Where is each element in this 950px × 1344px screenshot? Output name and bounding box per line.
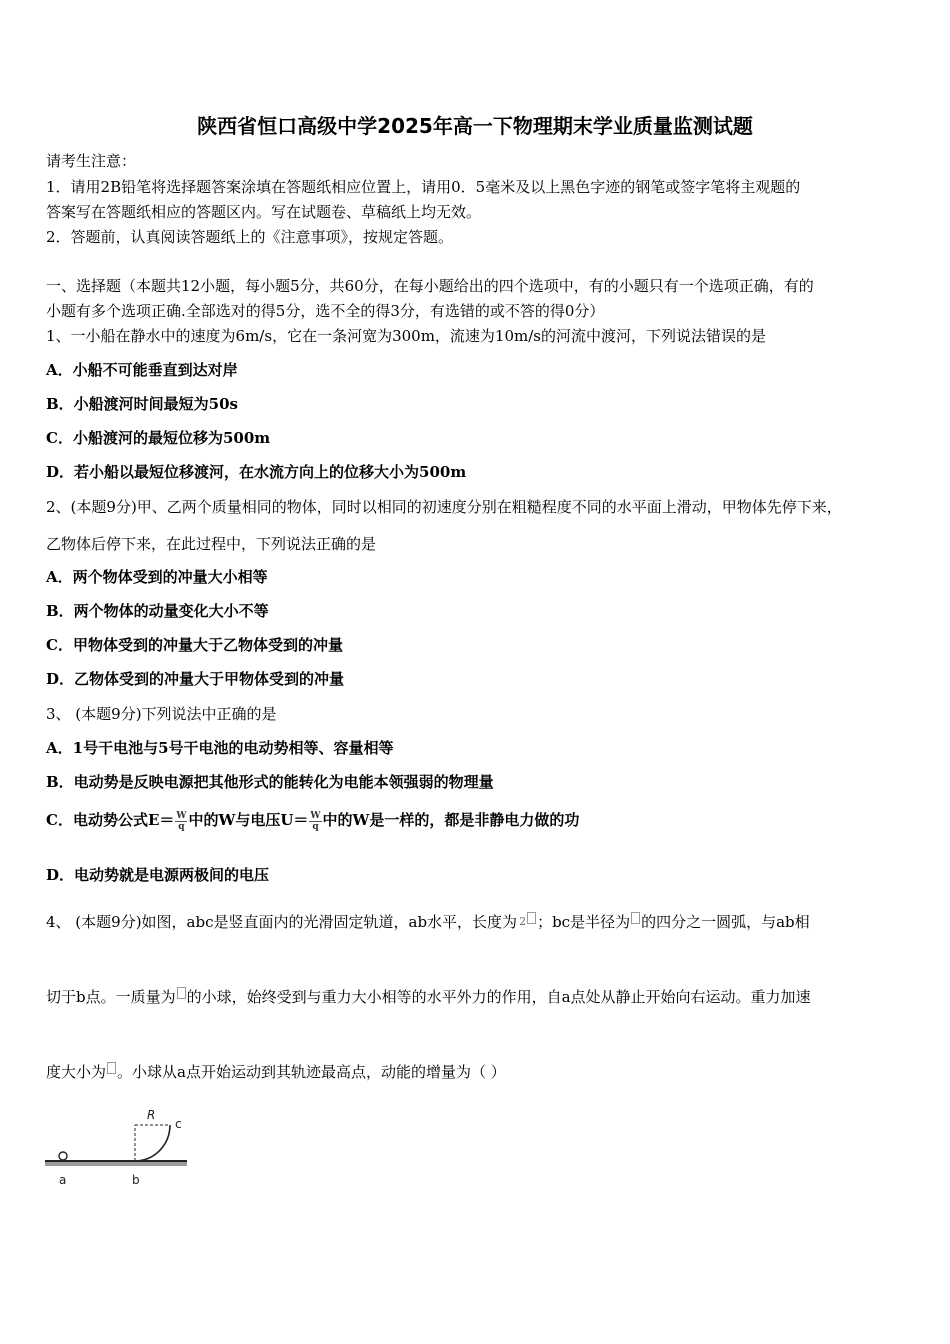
question-3-option-a: A．1号干电池与5号干电池的电动势相等、容量相等: [46, 739, 394, 757]
notice-item-1-line-2: 答案写在答题纸相应的答题区内。写在试题卷、草稿纸上均无效。: [46, 203, 482, 221]
question-1-stem: 1、一小船在静水中的速度为6m/s，它在一条河宽为300m，流速为10m/s的河流中渡河，下列说法错误的是: [46, 327, 766, 345]
section-1-intro-line-1: 一、选择题（本题共12小题，每小题5分，共60分，在每小题给出的四个选项中，有的小题只有一个选项正确，有的: [46, 277, 814, 295]
notice-item-2: 2．答题前，认真阅读答题纸上的《注意事项》，按规定答题。: [46, 228, 454, 246]
voltage-fraction-numerator: W: [310, 810, 321, 821]
question-4-line-3-part-2: 。小球从a点开始运动到其轨迹最高点，动能的增量为（ ）: [117, 1063, 506, 1081]
question-3-option-c-part-3: 中的W是一样的，都是非静电力做的功: [322, 811, 580, 829]
quarter-arc-bc: [135, 1125, 170, 1161]
question-4-line-2-part-1: 切于b点。一质量为: [46, 988, 176, 1006]
missing-symbol-icon: [527, 912, 536, 924]
question-3-option-d: D．电动势就是电源两极间的电压: [46, 866, 270, 884]
question-3-option-c-part-1: C．电动势公式E＝: [46, 811, 175, 829]
question-4-line-1-part-2: ；bc是半径为: [537, 913, 631, 931]
label-b: b: [132, 1173, 140, 1187]
question-4-line-1: [46, 912, 810, 932]
question-1-option-c: C．小船渡河的最短位移为500m: [46, 429, 271, 447]
voltage-fraction-denominator: q: [312, 821, 319, 832]
question-2-stem-line-1: 2、(本题9分)甲、乙两个质量相同的物体，同时以相同的初速度分别在粗糙程度不同的水平面上滑动，甲物体先停下来，: [46, 498, 842, 516]
label-a: a: [59, 1173, 67, 1187]
question-1-option-d: D．若小船以最短位移渡河，在水流方向上的位移大小为500m: [46, 463, 467, 481]
missing-symbol-icon: [177, 987, 186, 999]
emf-fraction-numerator: W: [176, 810, 187, 821]
notice-heading: 请考生注意：: [46, 152, 137, 170]
track-diagram: [40, 1100, 200, 1195]
question-2-option-a: A．两个物体受到的冲量大小相等: [46, 568, 268, 586]
question-2-stem-line-2: 乙物体后停下来，在此过程中，下列说法正确的是: [46, 535, 377, 553]
question-2-option-b: B．两个物体的动量变化大小不等: [46, 602, 269, 620]
question-4-line-1-part-3: 的四分之一圆弧，与ab相: [641, 913, 810, 931]
page-title: 陕西省恒口高级中学2025年高一下物理期末学业质量监测试题: [197, 114, 753, 138]
question-4-line-1-part-1: 4、 (本题9分)如图，abc是竖直面内的光滑固定轨道，ab水平，长度为: [46, 913, 518, 931]
question-4-line-3: [46, 1062, 506, 1082]
question-3-option-c: [46, 810, 579, 832]
question-4-line-2-part-2: 的小球，始终受到与重力大小相等的水平外力的作用，自a点处从静止开始向右运动。重力加速: [186, 988, 811, 1006]
question-2-option-c: C．甲物体受到的冲量大于乙物体受到的冲量: [46, 636, 343, 654]
length-placeholder: [519, 912, 537, 932]
notice-item-1-line-1: 1．请用2B铅笔将选择题答案涂填在答题纸相应位置上，请用0．5毫米及以上黑色字迹的钢笔或签字笔将主观题的: [46, 178, 801, 196]
question-4-line-2: [46, 987, 811, 1007]
question-2-option-d: D．乙物体受到的冲量大于甲物体受到的冲量: [46, 670, 345, 688]
question-3-stem: 3、 (本题9分)下列说法中正确的是: [46, 705, 277, 723]
question-3-option-c-part-2: 中的W与电压U＝: [188, 811, 309, 829]
question-4-line-3-part-1: 度大小为: [46, 1063, 107, 1081]
question-3-option-b: B．电动势是反映电源把其他形式的能转化为电能本领强弱的物理量: [46, 773, 494, 791]
missing-symbol-icon: [631, 912, 640, 924]
missing-symbol-icon: [107, 1062, 116, 1074]
label-c: c: [175, 1117, 182, 1131]
ball-icon: [59, 1152, 67, 1160]
question-1-option-a: A．小船不可能垂直到达对岸: [46, 361, 238, 379]
question-1-option-b: B．小船渡河时间最短为50s: [46, 395, 238, 413]
voltage-fraction: [309, 811, 321, 832]
label-r: R: [147, 1108, 156, 1122]
length-coefficient: 2: [519, 915, 527, 928]
section-1-intro-line-2: 小题有多个选项正确.全部选对的得5分，选不全的得3分，有选错的或不答的得0分）: [46, 302, 605, 320]
emf-fraction-denominator: q: [178, 821, 185, 832]
emf-fraction: [175, 811, 187, 832]
